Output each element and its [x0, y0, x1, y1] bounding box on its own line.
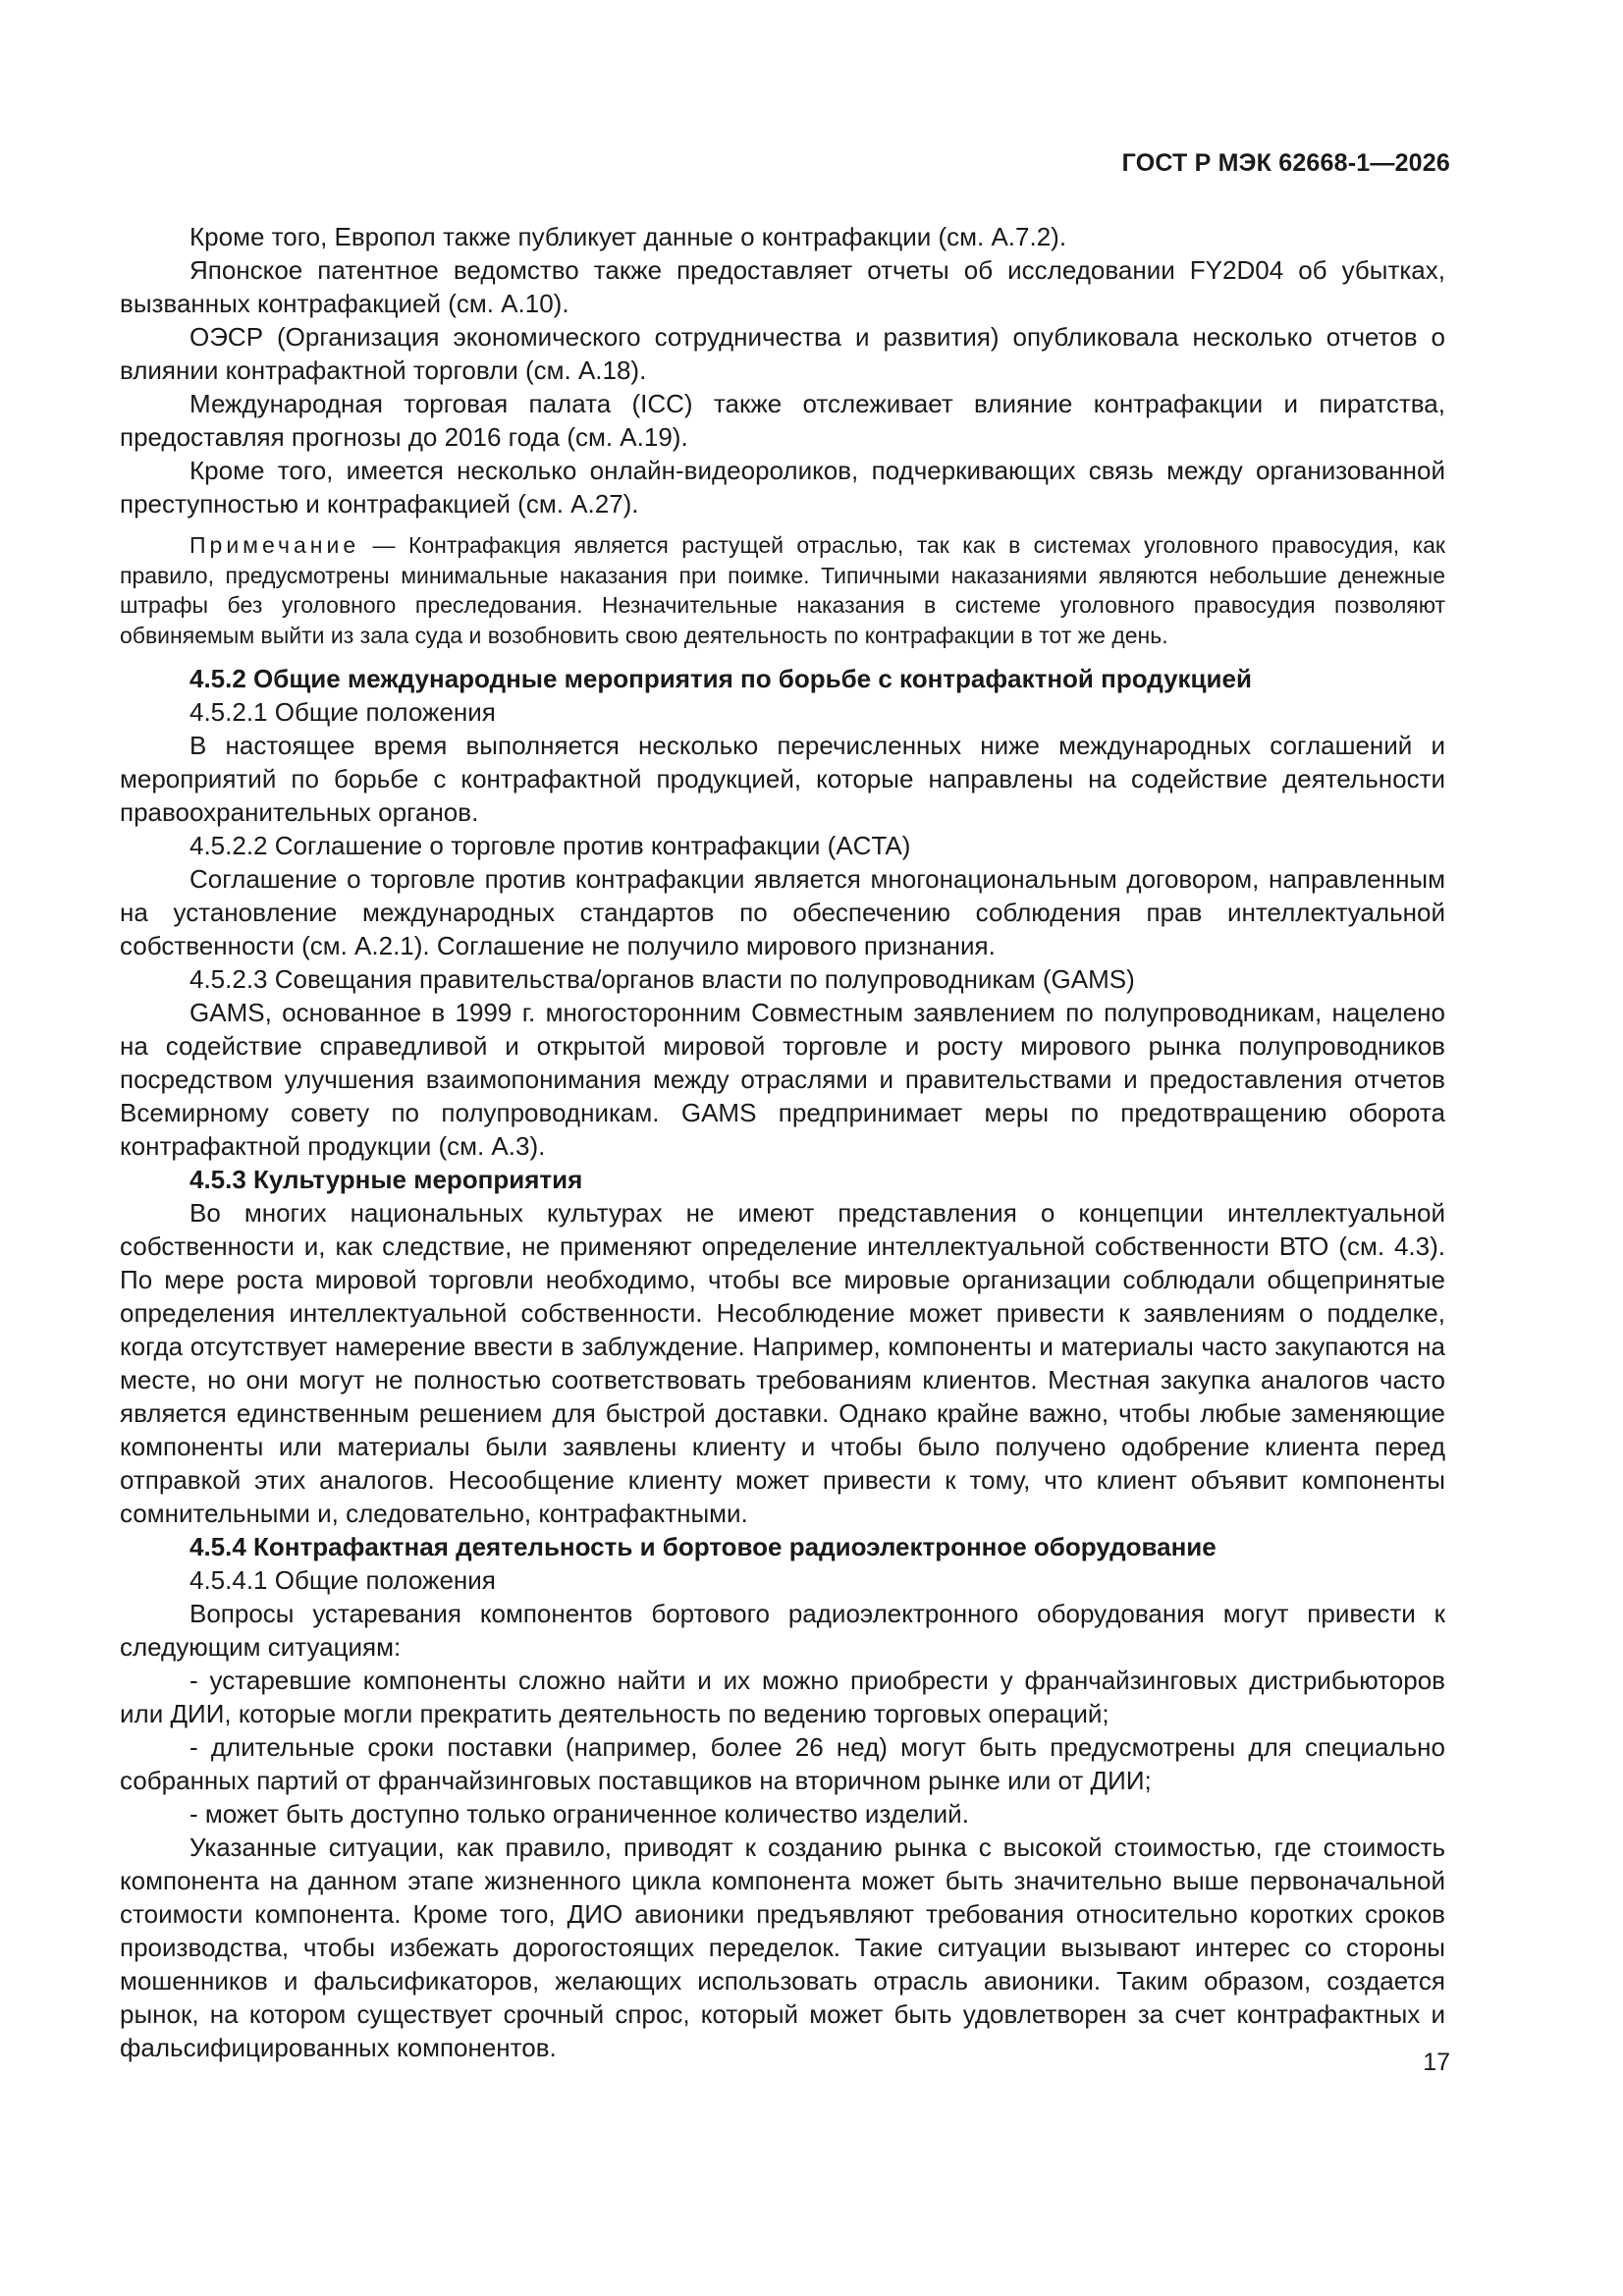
paragraph: ОЭСР (Организация экономического сотрудничества и развития) опубликовала несколько отчетов о влиянии контрафактной торговли (см. А.18).: [120, 322, 1445, 385]
paragraph: В настоящее время выполняется несколько перечисленных ниже международных соглашений и мероприятий по борьбе с контрафактной продукцией, которые направлены на содействие деятельности правоохранительных органов.: [120, 731, 1445, 827]
paragraph: Вопросы устаревания компонентов бортового радиоэлектронного оборудования могут привести к следующим ситуациям:: [120, 1599, 1445, 1662]
dash-marker: -: [189, 1666, 198, 1695]
paragraph: Во многих национальных культурах не имеют представления о концепции интеллектуальной собственности и, как следствие, не применяют определение интеллектуальной собственности ВТО (см. 4.3). По мере роста мировой торговли необходимо, чтобы все мировые организации соблюдали общепринятые определения интеллектуальной собственности. Несоблюдение может привести к заявлениям о подделке, когда отсутствует намерение ввести в заблуждение. Например, компоненты и материалы часто закупаются на месте, но они могут не полностью соответствовать требованиям клиентов. Местная закупка аналогов часто является единственным решением для быстрой доставки. Однако крайне важно, чтобы любые заменяющие компоненты или материалы были заявлены клиенту и чтобы было получено одобрение клиента перед отправкой этих аналогов. Несообщение клиенту может привести к тому, что клиент объявит компоненты сомнительными и, следовательно, контрафактными.: [120, 1198, 1445, 1528]
dash-marker: -: [189, 1732, 198, 1762]
section-heading-4-5-3: 4.5.3 Культурные мероприятия: [189, 1165, 583, 1194]
standard-designation: ГОСТ Р МЭК 62668-1—2026: [1121, 149, 1450, 177]
dash-marker: -: [189, 1799, 198, 1829]
subsection-heading-4-5-2-1: 4.5.2.1 Общие положения: [189, 697, 496, 727]
subsection-heading-4-5-2-2: 4.5.2.2 Соглашение о торговле против контрафакции (ACTA): [189, 831, 911, 860]
section-heading-4-5-4: 4.5.4 Контрафактная деятельность и бортовое радиоэлектронное оборудование: [189, 1532, 1217, 1561]
page-body: [120, 220, 1445, 2064]
paragraph: Кроме того, Европол также публикует данные о контрафакции (см. А.7.2).: [189, 222, 1067, 251]
paragraph: GAMS, основанное в 1999 г. многосторонним Совместным заявлением по полупроводникам, нацелено на содействие справедливой и открытой мировой торговле и росту мирового рынка полупроводников посредством улучшения взаимопонимания между отраслями и правительствами и предоставления отчетов Всемирному совету по полупроводникам. GAMS предпринимает меры по предотвращению оборота контрафактной продукции (см. А.3).: [120, 998, 1445, 1161]
note-text: — Контрафакция является растущей отраслью, так как в системах уголовного правосудия, как правило, предусмотрены минимальные наказания при поимке. Типичными наказаниями являются небольшие денежные штрафы без уголовного преследования. Незначительные наказания в системе уголовного правосудия позволяют обвиняемым выйти из зала суда и возобновить свою деятельность по контрафакции в тот же день.: [120, 532, 1445, 648]
paragraph: Кроме того, имеется несколько онлайн-видеороликов, подчеркивающих связь между организованной преступностью и контрафакцией (см. А.27).: [120, 456, 1445, 519]
section-heading-4-5-2: 4.5.2 Общие международные мероприятия по борьбе с контрафактной продукцией: [189, 664, 1252, 693]
list-item-text: может быть доступно только ограниченное количество изделий.: [204, 1799, 969, 1829]
note-label: Примечание: [189, 532, 360, 558]
page-number: 17: [1423, 2049, 1450, 2076]
list-item: [120, 1730, 1445, 1797]
list-item: [120, 1664, 1445, 1730]
paragraph: Указанные ситуации, как правило, приводят к созданию рынка с высокой стоимостью, где стоимость компонента на данном этапе жизненного цикла компонента может быть значительно выше первоначальной стоимости компонента. Кроме того, ДИО авионики предъявляют требования относительно коротких сроков производства, чтобы избежать дорогостоящих переделок. Такие ситуации вызывают интерес со стороны мошенников и фальсификаторов, желающих использовать отрасль авионики. Таким образом, создается рынок, на котором существует срочный спрос, который может быть удовлетворен за счет контрафактных и фальсифицированных компонентов.: [120, 1832, 1445, 2062]
list-item-text: устаревшие компоненты сложно найти и их можно приобрести у франчайзинговых дистрибьюторов или ДИИ, которые могли прекратить деятельность по ведению торговых операций;: [120, 1666, 1445, 1728]
list-item: [120, 1797, 1445, 1831]
paragraph: Японское патентное ведомство также предоставляет отчеты об исследовании FY2D04 об убытках, вызванных контрафакцией (см. А.10).: [120, 255, 1445, 318]
paragraph: Международная торговая палата (ICC) также отслеживает влияние контрафакции и пиратства, предоставляя прогнозы до 2016 года (см. А.19).: [120, 389, 1445, 452]
list-item-text: длительные сроки поставки (например, более 26 нед) могут быть предусмотрены для специально собранных партий от франчайзинговых поставщиков на вторичном рынке или от ДИИ;: [120, 1732, 1445, 1795]
subsection-heading-4-5-2-3: 4.5.2.3 Совещания правительства/органов власти по полупроводникам (GAMS): [189, 964, 1135, 994]
paragraph: Соглашение о торговле против контрафакции является многонациональным договором, направленным на установление международных стандартов по обеспечению соблюдения прав интеллектуальной собственности (см. А.2.1). Соглашение не получило мирового признания.: [120, 864, 1445, 960]
note: [120, 530, 1445, 650]
subsection-heading-4-5-4-1: 4.5.4.1 Общие положения: [189, 1565, 496, 1595]
